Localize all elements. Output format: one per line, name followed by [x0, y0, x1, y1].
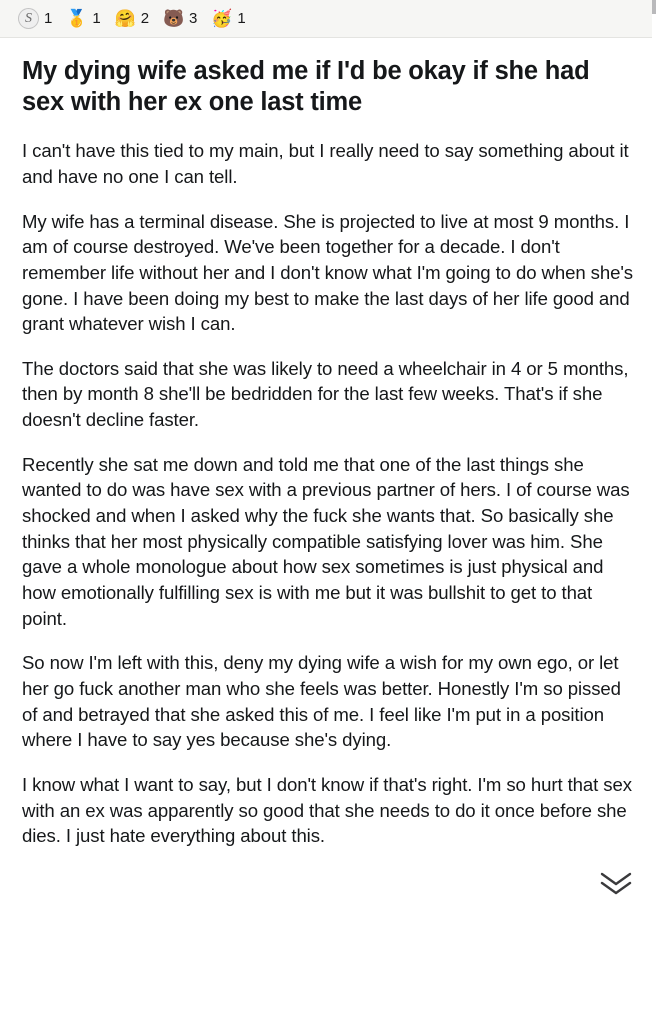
post-paragraph: The doctors said that she was likely to need a wheelchair in 4 or 5 months, then by month 8 she'll be bedridden for the last few weeks. That's if she doesn't decline faster. [22, 357, 629, 431]
post-paragraph: So now I'm left with this, deny my dying wife a wish for my own ego, or let her go fuck another man who she feels was better. Honestly I'm so pissed of and betrayed that she asked this of me. I feel like I'm put in a position where I have to say yes because she's dying. [22, 652, 621, 751]
post-paragraph: Recently she sat me down and told me that one of the last things she wanted to do was have sex with a previous partner of hers. I of course was shocked and when I asked why the fuck she wants that. So basically she thinks that her most physically compatible satisfying lover was him. She gave a whole monologue about how sex sometimes is just physical and how emotionally fulfilling sex is with me but it was bullshit to get to that point. [22, 453, 630, 629]
post-paragraph: My wife has a terminal disease. She is projected to live at most 9 months. I am of course destroyed. We've been together for a decade. I don't remember life without her and I don't know what I'm going to do when she's gone. I have been doing my best to make the last days of her life good and grant whatever wish I can. [22, 210, 633, 335]
award-count: 3 [189, 10, 198, 27]
award-count: 2 [140, 10, 150, 27]
award-count: 1 [44, 10, 53, 27]
wholesome-award-icon: 🥇 [66, 9, 88, 28]
bear-award-icon: 🐻 [162, 9, 185, 28]
award-count: 1 [237, 10, 246, 27]
award-item[interactable] [18, 8, 52, 29]
awards-bar[interactable] [0, 0, 656, 38]
post-title: My dying wife asked me if I'd be okay if she had sex with her ex one last time [22, 57, 590, 117]
post-body [22, 138, 636, 849]
hugz-award-icon: 🤗 [114, 9, 136, 28]
chevron-double-down-icon[interactable] [594, 862, 638, 906]
scrollbar-thumb[interactable] [652, 0, 656, 14]
silver-award-icon: S [18, 8, 39, 29]
award-item[interactable] [115, 8, 149, 29]
award-count: 1 [92, 10, 101, 27]
award-item[interactable] [66, 8, 100, 29]
post-paragraph: I can't have this tied to my main, but I really need to say something about it and have no one I can tell. [22, 140, 629, 187]
scrollbar-track[interactable] [652, 0, 656, 1020]
award-item[interactable] [211, 8, 245, 29]
post-container [0, 38, 656, 849]
award-item[interactable] [163, 8, 197, 29]
party-award-icon: 🥳 [211, 9, 233, 28]
post-paragraph: I know what I want to say, but I don't know if that's right. I'm so hurt that sex with an ex was apparently so good that she needs to do it once before she dies. I just hate everything about this. [22, 774, 632, 847]
